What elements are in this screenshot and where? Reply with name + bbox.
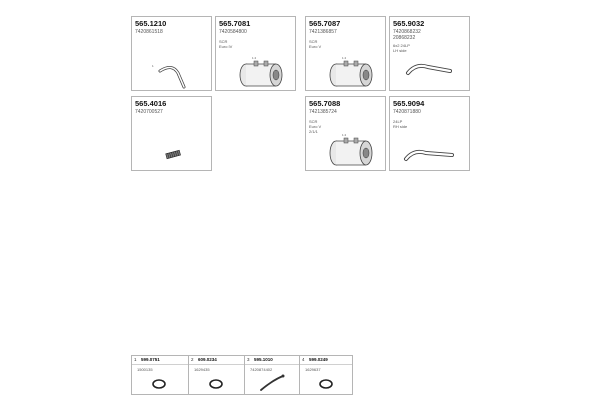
part-card-565-9094[interactable] xyxy=(389,96,470,171)
part-number: 565.9032 xyxy=(393,19,425,28)
note-line: RH side xyxy=(393,124,408,129)
note-line: 24LP xyxy=(393,119,403,124)
note-line: SCR xyxy=(309,119,318,124)
accessory-item[interactable] xyxy=(132,356,188,394)
clamp-icon xyxy=(189,356,245,394)
accessories-strip xyxy=(131,355,353,395)
note-line: Euro V xyxy=(309,124,322,129)
part-card-565-7087[interactable] xyxy=(305,16,386,91)
part-card-565-1210[interactable] xyxy=(131,16,212,91)
pipe-hanger-icon xyxy=(245,356,300,394)
note-line: 2/1/1 xyxy=(309,129,318,134)
accessory-item[interactable] xyxy=(299,356,353,394)
oem-number: 7420861518 xyxy=(135,29,163,35)
note-line: Euro V xyxy=(309,44,322,49)
pipe-bend-icon xyxy=(390,97,471,172)
part-card-565-4016[interactable] xyxy=(131,96,212,171)
note-line: Euro IV xyxy=(219,44,233,49)
accessory-oem-number: 1500135 xyxy=(137,367,153,372)
accessory-part-number: 599.0751 xyxy=(141,357,160,362)
oem-number: 7420868232 xyxy=(393,29,421,35)
clamp-icon xyxy=(132,356,188,394)
part-number: 565.4016 xyxy=(135,99,167,108)
note-line: SCR xyxy=(309,39,318,44)
part-number: 565.7088 xyxy=(309,99,341,108)
accessory-index: 4 xyxy=(302,357,305,362)
accessory-index: 3 xyxy=(247,357,250,362)
pipe-bend-icon xyxy=(390,17,471,92)
accessory-index: 2 xyxy=(191,357,194,362)
accessory-oem-number: 7420874402 xyxy=(250,367,273,372)
oem-number-secondary: 20868232 xyxy=(393,35,416,41)
accessory-item[interactable] xyxy=(188,356,244,394)
muffler-icon xyxy=(306,97,387,172)
part-card-565-7088[interactable] xyxy=(305,96,386,171)
svg-text:1 2: 1 2 xyxy=(342,133,347,137)
accessory-part-number: 595.1010 xyxy=(254,357,273,362)
oem-number: 7421385724 xyxy=(309,109,337,115)
svg-text:1: 1 xyxy=(152,64,154,68)
flex-pipe-icon xyxy=(132,97,213,172)
part-number: 565.1210 xyxy=(135,19,167,28)
accessory-item[interactable] xyxy=(244,356,299,394)
svg-text:1 2: 1 2 xyxy=(252,56,257,60)
accessory-oem-number: 1629637 xyxy=(305,367,321,372)
accessory-oem-number: 1629435 xyxy=(194,367,210,372)
part-card-565-7081[interactable] xyxy=(215,16,296,91)
part-number: 565.7081 xyxy=(219,19,251,28)
accessory-part-number: 609.0234 xyxy=(198,357,217,362)
clamp-icon xyxy=(300,356,354,394)
oem-number: 7420700527 xyxy=(135,109,163,115)
part-card-565-9032[interactable] xyxy=(389,16,470,91)
accessory-part-number: 599.0249 xyxy=(309,357,328,362)
svg-text:1 2: 1 2 xyxy=(342,56,347,60)
note-line: LH side xyxy=(393,48,407,53)
oem-number: 7420584800 xyxy=(219,29,247,35)
note-line: 6x2 24LP xyxy=(393,43,410,48)
oem-number: 7420871880 xyxy=(393,109,421,115)
note-line: SCR xyxy=(219,39,228,44)
pipe-bend-icon xyxy=(132,17,213,92)
muffler-icon xyxy=(216,17,297,92)
muffler-icon xyxy=(306,17,387,92)
accessory-index: 1 xyxy=(134,357,137,362)
part-number: 565.9094 xyxy=(393,99,425,108)
oem-number: 7421386857 xyxy=(309,29,337,35)
part-number: 565.7087 xyxy=(309,19,341,28)
